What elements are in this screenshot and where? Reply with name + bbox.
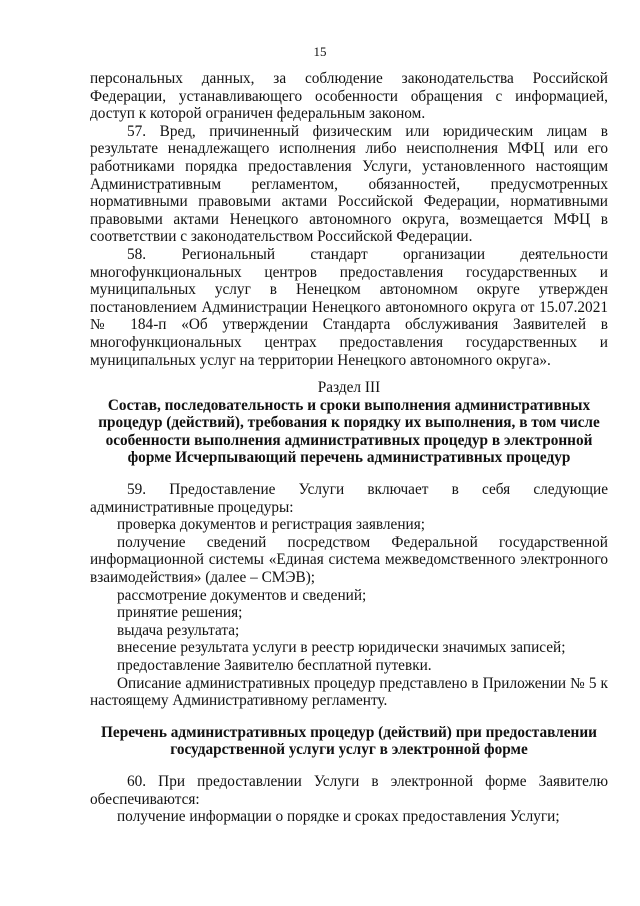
section-heading: Состав, последовательность и сроки выполнения административных процедур (действий), требования к порядку их выполнения, в том числе особенности выполнения административных процедур в электронной форме Исчерпывающий перечень административных процедур <box>98 396 600 467</box>
paragraph-continuation: персональных данных, за соблюдение законодательства Российской Федерации, устанавливающего особенности обращения с информацией, доступ к которой ограничен федеральным законом. <box>90 70 608 123</box>
paragraph-60: 60. При предоставлении Услуги в электронной форме Заявителю обеспечиваются: <box>90 772 608 808</box>
paragraph-appendix-reference: Описание административных процедур представлено в Приложении № 5 к настоящему Административному регламенту. <box>90 674 608 710</box>
paragraph-57: 57. Вред, причиненный физическим или юридическим лицам в результате ненадлежащего исполнения либо неисполнения МФЦ или его работниками порядка предоставления Услуги, установленного настоящим Административным регламентом, обязанностей, предусмотренных нормативными правовыми актами Российской Федерации, нормативными правовыми актами Ненецкого автономного округа, возмещается МФЦ в соответствии с законодательством Российской Федерации. <box>90 122 608 246</box>
list-item: выдача результата; <box>117 621 240 639</box>
list-item: внесение результата услуги в реестр юридически значимых записей; <box>117 639 566 657</box>
list-item: получение информации о порядке и сроках предоставления Услуги; <box>117 808 560 826</box>
page-number: 15 <box>313 44 327 59</box>
list-item: рассмотрение документов и сведений; <box>117 586 367 604</box>
section-title: Раздел III <box>317 379 381 397</box>
list-item: получение сведений посредством Федеральной государственной информационной системы «Единая система межведомственного электронного взаимодействия» (далее – СМЭВ); <box>90 533 608 587</box>
paragraph-59: 59. Предоставление Услуги включает в себя следующие административные процедуры: <box>90 481 608 516</box>
list-item: предоставление Заявителю бесплатной путевки. <box>117 657 432 674</box>
subheading: Перечень административных процедур (действий) при предоставлении государственной услуги услуг в электронной форме <box>101 723 597 759</box>
document-body <box>90 70 608 826</box>
list-item: проверка документов и регистрация заявления; <box>117 516 426 534</box>
list-item: принятие решения; <box>117 604 243 622</box>
paragraph-58: 58. Региональный стандарт организации деятельности многофункциональных центров предоставления государственных и муниципальных услуг в Ненецком автономном округе утвержден постановлением Администрации Ненецкого автономного округа от 15.07.2021 № 184-п «Об утверждении Стандарта обслуживания Заявителей в многофункциональных центрах предоставления государственных и муниципальных услуг на территории Ненецкого автономного округа». <box>90 245 608 369</box>
